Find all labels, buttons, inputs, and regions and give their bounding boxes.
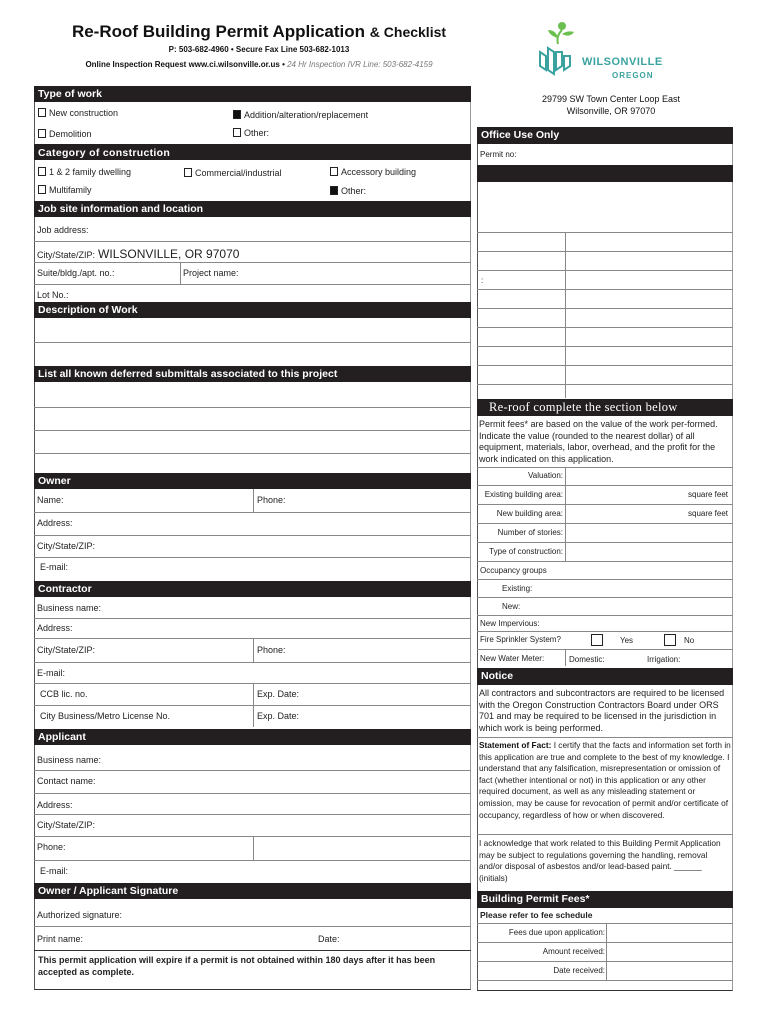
divider [34, 512, 471, 513]
occupancy-label: Occupancy groups [480, 566, 547, 575]
job-site-heading: Job site information and location [34, 201, 471, 217]
project-name-label: Project name: [183, 268, 239, 278]
owner-heading: Owner [34, 473, 471, 489]
divider [34, 284, 471, 285]
square-feet-unit: square feet [688, 490, 729, 499]
city-field[interactable]: City/State/ZIP: WILSONVILLE, OR 97070 [37, 247, 240, 261]
stories-label: Number of stories: [497, 528, 563, 537]
divider [34, 618, 471, 619]
divider [34, 793, 471, 794]
divider [34, 662, 471, 663]
applicant-address-label: Address: [37, 800, 73, 810]
fees-note: Permit fees* are based on the value of the work per-formed. Indicate the value (rounded to the nearest dollar) of all equipment, materials, labor, overhead, and the profit for the work indicated on this application. [479, 419, 718, 464]
divider [477, 308, 733, 309]
owner-city-label: City/State/ZIP: [37, 541, 96, 551]
divider [477, 579, 733, 580]
divider [477, 504, 733, 505]
fees-due-label: Fees due upon application: [508, 928, 605, 937]
divider [253, 683, 254, 705]
addition-checkbox[interactable]: Addition/alteration/replacement [233, 110, 368, 120]
contractor-phone-label: Phone: [257, 645, 286, 655]
expiration-note: This permit application will expire if a permit is not obtained within 180 days after it has been accepted as complete. [38, 955, 436, 977]
divider [477, 615, 733, 616]
category-heading: Category of construction [34, 144, 471, 160]
page-title: Re-Roof Building Permit Application & Checklist [71, 22, 447, 41]
divider [34, 926, 471, 927]
authorized-signature-label: Authorized signature: [37, 910, 123, 920]
owner-address-label: Address: [37, 518, 73, 528]
existing-occupancy-label: Existing: [502, 584, 533, 593]
date-label: Date: [318, 934, 340, 944]
contractor-business-label: Business name: [37, 603, 102, 613]
applicant-contact-label: Contact name: [37, 776, 96, 786]
reroof-heading: Re-roof complete the section below [477, 399, 733, 416]
permit-no-label: Permit no: [480, 150, 517, 159]
divider [477, 834, 733, 835]
divider [477, 365, 733, 366]
divider [253, 705, 254, 727]
divider [477, 467, 733, 468]
print-name-label: Print name: [37, 934, 84, 944]
amount-received-label: Amount received: [542, 947, 605, 956]
contractor-email-label: E-mail: [37, 668, 66, 678]
office-use-bar [477, 165, 733, 182]
divider [477, 597, 733, 598]
fees-heading: Building Permit Fees* [477, 891, 733, 908]
divider [253, 836, 254, 860]
yes-label: Yes [620, 636, 634, 645]
metro-license-label: City Business/Metro License No. [40, 711, 171, 721]
other-category-checkbox[interactable]: Other: [330, 186, 366, 196]
logo-text: WILSONVILLE [582, 56, 663, 68]
no-label: No [684, 636, 695, 645]
notice-heading: Notice [477, 668, 733, 685]
lot-no-label: Lot No.: [37, 290, 69, 300]
owner-phone-label: Phone: [257, 495, 286, 505]
phone-line: P: 503-682-4960 • Secure Fax Line 503-682-1013 [168, 45, 350, 54]
date-received-label: Date received: [553, 966, 605, 975]
divider [477, 737, 733, 738]
divider [477, 631, 733, 632]
divider [34, 950, 471, 951]
applicant-phone-label: Phone: [37, 842, 66, 852]
multifamily-checkbox[interactable]: Multifamily [38, 185, 92, 195]
divider [477, 561, 733, 562]
asbestos-acknowledgement: I acknowledge that work related to this Building Permit Application may be subject to regulations governing the handling, removal and/or disposal of asbestos and/or lead-based paint. ______ (initials) [479, 838, 721, 883]
divider [565, 467, 566, 561]
other-work-checkbox[interactable]: Other: [233, 128, 269, 138]
divider [477, 980, 733, 981]
new-area-label: New building area: [496, 509, 563, 518]
divider [477, 289, 733, 290]
divider [34, 430, 471, 431]
owner-email-label: E-mail: [40, 562, 69, 572]
demolition-checkbox[interactable]: Demolition [38, 129, 92, 139]
divider [477, 542, 733, 543]
divider [477, 923, 733, 924]
exp-date-label: Exp. Date: [257, 711, 300, 721]
divider [34, 770, 471, 771]
divider [34, 342, 471, 343]
divider [606, 923, 607, 980]
statement-of-fact: Statement of Fact: I certify that the facts and information set forth in this application are true and complete to the best of my knowledge. I understand that any falsification, misrepresentation or omission of fact (whether intentional or not) in this application or any other required document, as well as any misleading statement or omission, may be cause for revocation of permit and/or certificate of occupancy, regardless of how or when discovered. [479, 740, 731, 820]
contractor-address-label: Address: [37, 623, 73, 633]
divider [34, 241, 471, 242]
contractor-city-label: City/State/ZIP: [37, 645, 96, 655]
existing-area-label: Existing building area: [484, 490, 563, 499]
logo-subtext: OREGON [612, 71, 654, 80]
divider [565, 649, 566, 666]
online-line: Online Inspection Request www.ci.wilsonville.or.us • 24 Hr Inspection IVR Line: 503-682-4159 [85, 60, 433, 69]
divider [477, 346, 733, 347]
divider [34, 262, 471, 263]
deferred-heading: List all known deferred submittals associated to this project [34, 366, 471, 382]
divider [477, 485, 733, 486]
type-of-work-heading: Type of work [34, 86, 471, 102]
applicant-business-label: Business name: [37, 755, 102, 765]
applicant-email-label: E-mail: [40, 866, 69, 876]
water-meter-label: New Water Meter: [480, 654, 545, 663]
wilsonville-logo-icon [536, 18, 686, 90]
owner-name-label: Name: [37, 495, 64, 505]
divider [253, 638, 254, 662]
square-feet-unit: square feet [688, 509, 729, 518]
divider [477, 942, 733, 943]
applicant-heading: Applicant [34, 729, 471, 745]
divider [477, 251, 733, 252]
domestic-label: Domestic: [569, 655, 605, 664]
commercial-checkbox[interactable]: Commercial/industrial [184, 168, 282, 178]
divider [34, 407, 471, 408]
divider [477, 384, 733, 385]
new-occupancy-label: New: [502, 602, 521, 611]
divider [477, 270, 733, 271]
sprinkler-label: Fire Sprinkler System? [480, 635, 561, 644]
job-address-label: Job address: [37, 225, 89, 235]
divider [477, 649, 733, 650]
impervious-label: New Impervious: [480, 619, 540, 628]
divider [34, 860, 471, 861]
fee-schedule-note: Please refer to fee schedule [480, 910, 593, 920]
sprinkler-yes-checkbox[interactable] [591, 634, 603, 646]
accessory-checkbox[interactable]: Accessory building [330, 167, 416, 177]
divider [34, 557, 471, 558]
contractors-notice: All contractors and subcontractors are required to be licensed with the Oregon Construction Contractors Board under ORS 701 and may be required to be licensed in the jurisdiction in which work is being performed. [479, 688, 725, 733]
description-heading: Description of Work [34, 302, 471, 318]
sprinkler-no-checkbox[interactable] [664, 634, 676, 646]
divider [477, 327, 733, 328]
irrigation-label: Irrigation: [647, 655, 681, 664]
divider [253, 489, 254, 512]
office-address: 29799 SW Town Center Loop East Wilsonville, OR 97070 [542, 94, 680, 116]
exp-date-label: Exp. Date: [257, 689, 300, 699]
construction-type-label: Type of construction: [489, 547, 563, 556]
family-dwelling-checkbox[interactable]: 1 & 2 family dwelling [38, 167, 131, 177]
divider [565, 232, 566, 398]
divider [34, 453, 471, 454]
suite-label: Suite/bldg./apt. no.: [37, 268, 115, 278]
applicant-city-label: City/State/ZIP: [37, 820, 96, 830]
colon-label: : [481, 276, 484, 285]
ccb-label: CCB lic. no. [40, 689, 88, 699]
divider [477, 523, 733, 524]
divider [477, 961, 733, 962]
valuation-label: Valuation: [528, 471, 563, 480]
new-construction-checkbox[interactable]: New construction [38, 108, 118, 118]
divider [34, 535, 471, 536]
divider [34, 814, 471, 815]
office-use-heading: Office Use Only [477, 127, 733, 144]
divider [477, 232, 733, 233]
signature-heading: Owner / Applicant Signature [34, 883, 471, 899]
contractor-heading: Contractor [34, 581, 471, 597]
divider [180, 262, 181, 284]
